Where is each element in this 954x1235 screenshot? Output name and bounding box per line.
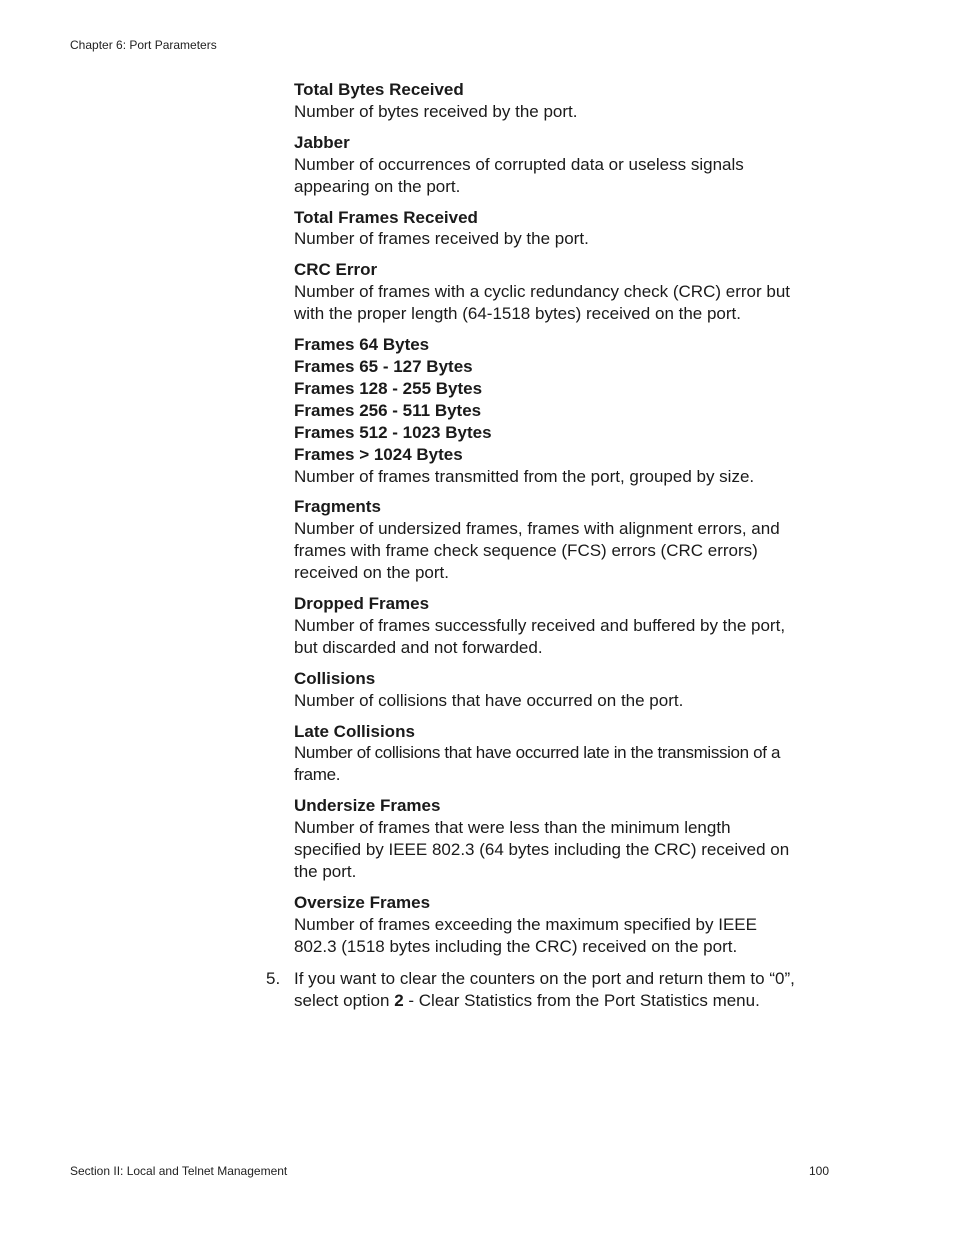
term: Dropped Frames bbox=[294, 594, 430, 614]
entry-dropped-frames bbox=[294, 593, 814, 659]
description: Number of occurrences of corrupted data or useless signals appearing on the port. bbox=[294, 154, 744, 196]
step-text bbox=[294, 968, 826, 1012]
menu-option-number: 2 bbox=[394, 990, 404, 1010]
page-number: 100 bbox=[809, 1164, 830, 1178]
entry-total-frames-received bbox=[294, 207, 814, 251]
description: Number of frames transmitted from the port, grouped by size. bbox=[294, 466, 755, 486]
step-text-before: If you want to clear the counters on the port and return them to “0”, select option bbox=[294, 969, 795, 1010]
entry-collisions bbox=[294, 668, 814, 712]
term: Total Bytes Received bbox=[294, 80, 464, 99]
procedure-step bbox=[266, 968, 826, 1012]
step-number: 5. bbox=[266, 969, 281, 988]
term: Collisions bbox=[294, 668, 376, 688]
entry-crc-error bbox=[294, 259, 814, 325]
description: Number of frames with a cyclic redundancy check (CRC) error but with the proper length (64-1518 bytes) received on the port. bbox=[294, 282, 790, 324]
step-text-after: - Clear Statistics from the Port Statistics menu. bbox=[403, 990, 760, 1010]
term: CRC Error bbox=[294, 260, 378, 280]
term: Total Frames Received bbox=[294, 207, 478, 227]
entry-jabber bbox=[294, 132, 814, 198]
entry-late-collisions bbox=[294, 721, 814, 787]
description: Number of frames received by the port. bbox=[294, 229, 589, 249]
description: Number of collisions that have occurred on the port. bbox=[294, 690, 684, 710]
term: Frames 64 Bytes bbox=[294, 335, 430, 355]
term: Oversize Frames bbox=[294, 892, 431, 912]
definition-list bbox=[294, 79, 814, 967]
term: Late Collisions bbox=[294, 721, 415, 741]
running-header: Chapter 6: Port Parameters bbox=[70, 38, 217, 52]
term: Frames 512 - 1023 Bytes bbox=[294, 422, 492, 442]
term: Frames > 1024 Bytes bbox=[294, 444, 463, 464]
term: Frames 128 - 255 Bytes bbox=[294, 378, 483, 398]
entry-frame-size-buckets bbox=[294, 334, 814, 487]
term: Frames 65 - 127 Bytes bbox=[294, 356, 473, 376]
term: Undersize Frames bbox=[294, 796, 441, 816]
entry-fragments bbox=[294, 496, 814, 584]
description: Number of undersized frames, frames with alignment errors, and frames with frame check sequence (FCS) errors (CRC errors) received on the port. bbox=[294, 519, 780, 583]
description: Number of frames that were less than the minimum length specified by IEEE 802.3 (64 bytes including the CRC) received on the port. bbox=[294, 818, 790, 881]
entry-total-bytes-received bbox=[294, 79, 814, 123]
description: Number of collisions that have occurred late in the transmission of a frame. bbox=[294, 743, 781, 785]
entry-oversize-frames bbox=[294, 892, 814, 958]
description: Number of frames successfully received and buffered by the port, but discarded and not forwarded. bbox=[294, 615, 786, 657]
description: Number of bytes received by the port. bbox=[294, 101, 578, 121]
term: Jabber bbox=[294, 132, 350, 152]
term: Fragments bbox=[294, 497, 381, 517]
description: Number of frames exceeding the maximum specified by IEEE 802.3 (1518 bytes including the CRC) received on the port. bbox=[294, 914, 757, 956]
running-footer-section: Section II: Local and Telnet Management bbox=[70, 1164, 288, 1178]
term: Frames 256 - 511 Bytes bbox=[294, 400, 482, 420]
entry-undersize-frames bbox=[294, 795, 814, 883]
